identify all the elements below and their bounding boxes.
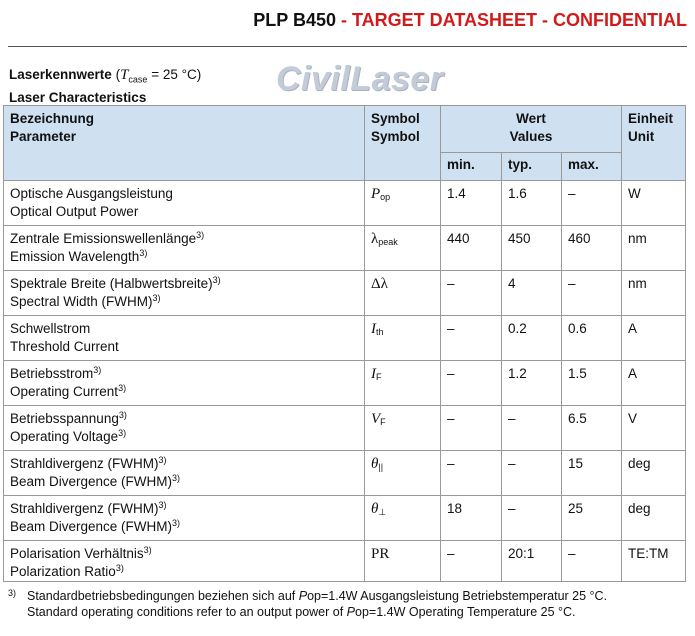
typ-cell: 450 xyxy=(502,226,562,271)
parameter-de: Betriebsstrom xyxy=(10,366,94,381)
parameter-en: Beam Divergence (FWHM) xyxy=(10,474,173,489)
min-cell: – xyxy=(441,451,502,496)
condition-rest: = 25 °C) xyxy=(147,67,202,82)
parameter-cell: Spektrale Breite (Halbwertsbreite)$^{3)}$ Spectral Width (FWHM)$^{3)}$ xyxy=(4,271,365,316)
typ-cell: 0.2 xyxy=(502,316,562,361)
parameter-de: Zentrale Emissionswellenlänge xyxy=(10,231,197,246)
table-row xyxy=(4,226,686,271)
table-row xyxy=(4,406,686,451)
table-row xyxy=(4,361,686,406)
symbol-cell: $\lambda_{peak}$ xyxy=(365,226,441,271)
parameter-de: Strahldivergenz (FWHM) xyxy=(10,501,159,516)
min-cell: 1.4 xyxy=(441,181,502,226)
parameter-de: Strahldivergenz (FWHM) xyxy=(10,456,159,471)
parameter-de: Betriebsspannung xyxy=(10,411,119,426)
parameter-cell: Strahldivergenz (FWHM)$^{3)}$ Beam Divergence (FWHM)$^{3)}$ xyxy=(4,451,365,496)
unit-cell: V xyxy=(622,406,686,451)
min-cell: – xyxy=(441,316,502,361)
header-unit: Einheit Unit xyxy=(622,106,686,181)
confidential-tag: - TARGET DATASHEET - CONFIDENTIAL xyxy=(336,10,687,30)
parameter-cell: Betriebsstrom$^{3)}$ Operating Current$^{3)}$ xyxy=(4,361,365,406)
header-max: max. xyxy=(562,153,622,181)
unit-cell: A xyxy=(622,316,686,361)
laser-characteristics-table xyxy=(3,105,686,582)
max-cell: 15 xyxy=(562,451,622,496)
table-row xyxy=(4,316,686,361)
table-row xyxy=(4,496,686,541)
typ-cell: 4 xyxy=(502,271,562,316)
section-title-de: Laserkennwerte xyxy=(9,67,112,82)
min-cell: – xyxy=(441,541,502,582)
parameter-en: Operating Current xyxy=(10,384,119,399)
parameter-de: Polarisation Verhältnis xyxy=(10,546,144,561)
typ-cell: 1.2 xyxy=(502,361,562,406)
unit-cell: nm xyxy=(622,271,686,316)
footnote-en: Standard operating conditions refer to an output power of Pop=1.4W Operating Temperature 25 °C. xyxy=(27,605,576,619)
civillaser-watermark-logo: CivilLaser xyxy=(276,60,444,98)
unit-cell: TE:TM xyxy=(622,541,686,582)
symbol-cell: $I_{th}$ xyxy=(365,316,441,361)
symbol-cell: $\theta_\perp$ xyxy=(365,496,441,541)
parameter-de: Schwellstrom xyxy=(10,321,91,336)
footnote xyxy=(8,588,607,620)
parameter-cell: Betriebsspannung$^{3)}$ Operating Voltage$^{3)}$ xyxy=(4,406,365,451)
table-row xyxy=(4,181,686,226)
parameter-de: Optische Ausgangsleistung xyxy=(10,186,173,201)
parameter-en: Beam Divergence (FWHM) xyxy=(10,519,173,534)
product-name: PLP B450 xyxy=(253,10,337,30)
unit-cell: nm xyxy=(622,226,686,271)
min-cell: – xyxy=(441,406,502,451)
parameter-cell xyxy=(4,316,365,361)
table-row xyxy=(4,451,686,496)
parameter-en: Emission Wavelength xyxy=(10,249,140,264)
max-cell: 1.5 xyxy=(562,361,622,406)
parameter-en: Threshold Current xyxy=(10,339,119,354)
unit-cell: deg xyxy=(622,496,686,541)
max-cell: – xyxy=(562,181,622,226)
parameter-cell: Zentrale Emissionswellenlänge$^{3)}$ Emission Wavelength$^{3)}$ xyxy=(4,226,365,271)
table-header-row xyxy=(4,106,686,153)
typ-cell: – xyxy=(502,496,562,541)
header-divider xyxy=(8,46,687,47)
min-cell: – xyxy=(441,271,502,316)
max-cell: – xyxy=(562,271,622,316)
symbol-cell: $I_F$ xyxy=(365,361,441,406)
condition-subscript: case xyxy=(128,74,148,85)
typ-cell: – xyxy=(502,406,562,451)
symbol-cell: PR xyxy=(365,541,441,582)
header-values: Wert Values xyxy=(441,106,622,153)
min-cell: 440 xyxy=(441,226,502,271)
section-title-en: Laser Characteristics xyxy=(9,89,147,105)
table-row xyxy=(4,271,686,316)
parameter-en: Optical Output Power xyxy=(10,204,139,219)
condition-open: ( xyxy=(115,67,121,82)
section-heading xyxy=(9,66,201,106)
min-cell: 18 xyxy=(441,496,502,541)
document-title xyxy=(253,10,687,31)
symbol-cell: $\theta_{||}$ xyxy=(365,451,441,496)
max-cell: 0.6 xyxy=(562,316,622,361)
parameter-cell xyxy=(4,181,365,226)
parameter-en: Operating Voltage xyxy=(10,429,119,444)
max-cell: – xyxy=(562,541,622,582)
max-cell: 25 xyxy=(562,496,622,541)
footnote-de: Standardbetriebsbedingungen beziehen sich auf Pop=1.4W Ausgangsleistung Betriebstemperatur 25 °C. xyxy=(27,589,608,603)
parameter-en: Spectral Width (FWHM) xyxy=(10,294,153,309)
parameter-cell: Strahldivergenz (FWHM)$^{3)}$ Beam Divergence (FWHM)$^{3)}$ xyxy=(4,496,365,541)
typ-cell: 1.6 xyxy=(502,181,562,226)
unit-cell: W xyxy=(622,181,686,226)
header-typ: typ. xyxy=(502,153,562,181)
max-cell: 460 xyxy=(562,226,622,271)
typ-cell: – xyxy=(502,451,562,496)
parameter-en: Polarization Ratio xyxy=(10,564,116,579)
typ-cell: 20:1 xyxy=(502,541,562,582)
min-cell: – xyxy=(441,361,502,406)
parameter-de: Spektrale Breite (Halbwertsbreite) xyxy=(10,276,213,291)
parameter-cell: Polarisation Verhältnis$^{3)}$ Polarization Ratio$^{3)}$ xyxy=(4,541,365,582)
symbol-cell: Δλ xyxy=(365,271,441,316)
max-cell: 6.5 xyxy=(562,406,622,451)
header-symbol: Symbol Symbol xyxy=(365,106,441,181)
table-row xyxy=(4,541,686,582)
condition-variable: T xyxy=(120,67,129,83)
header-min: min. xyxy=(441,153,502,181)
header-parameter: Bezeichnung Parameter xyxy=(4,106,365,181)
footnote-mark: 3) xyxy=(8,588,17,598)
unit-cell: A xyxy=(622,361,686,406)
symbol-cell: $V_F$ xyxy=(365,406,441,451)
unit-cell: deg xyxy=(622,451,686,496)
symbol-cell: $P_{op}$ xyxy=(365,181,441,226)
